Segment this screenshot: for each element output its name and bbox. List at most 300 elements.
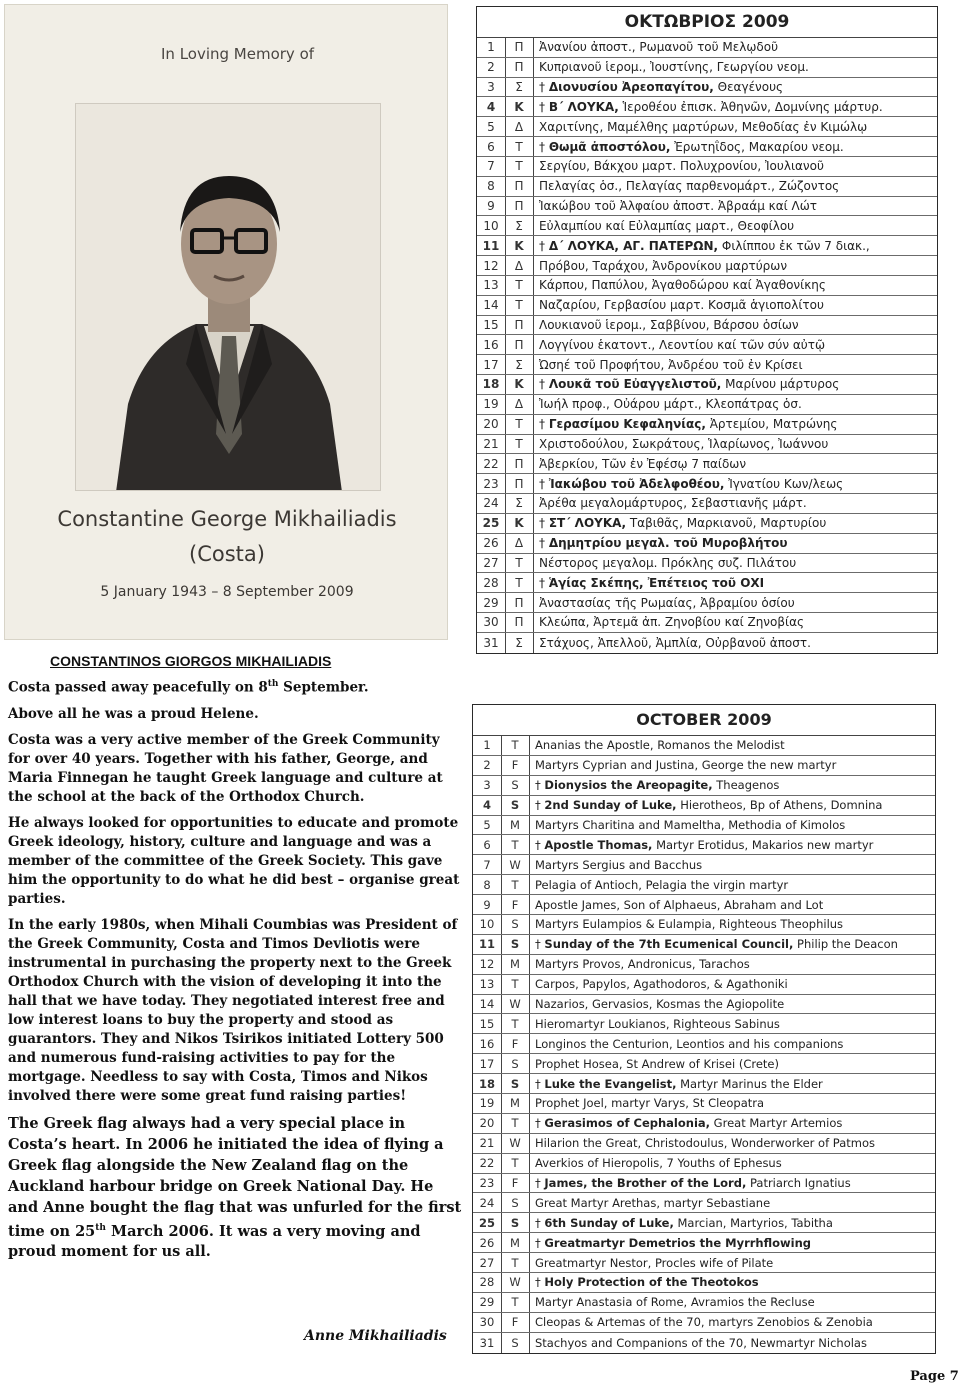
card-heading: In Loving Memory of (161, 45, 315, 63)
weekday-letter: T (511, 1255, 519, 1270)
weekday-letter: W (509, 1275, 521, 1290)
day-commemoration (533, 100, 937, 114)
calendar-day-row (473, 915, 935, 935)
day-number: 16 (479, 1036, 495, 1051)
day-commemoration (529, 1216, 935, 1230)
day-number: 17 (483, 357, 499, 372)
weekday-letter: W (509, 1136, 521, 1151)
feast-name: Ἰακώβου τοῦ Ἀδελφοθέου, (548, 476, 725, 491)
day-commemoration (533, 318, 937, 332)
weekday-letter: Δ (514, 258, 524, 273)
weekday-letter: S (511, 917, 519, 932)
weekday-letter: Τ (515, 278, 523, 293)
day-number: 7 (483, 857, 491, 872)
day-number: 25 (478, 1215, 495, 1230)
weekday-letter: Τ (515, 417, 523, 432)
day-commemoration (533, 477, 937, 491)
calendar-day-row (477, 117, 937, 137)
day-commemoration (529, 997, 935, 1011)
feast-name: Ἁγίας Σκέπης, Ἐπέτειος τοῦ ΟΧΙ (548, 575, 765, 590)
feast-cross: † (539, 139, 549, 154)
day-number: 9 (487, 199, 495, 214)
weekday-letter: S (510, 798, 520, 813)
day-commemoration (529, 1336, 935, 1350)
day-number: 30 (483, 615, 499, 630)
calendar-day-row (477, 216, 937, 236)
saints-list: Theagenos (712, 778, 780, 793)
calendar-day-row (477, 197, 937, 217)
day-number: 20 (483, 417, 499, 432)
calendar-day-row (477, 593, 937, 613)
calendar-day-row (473, 1193, 935, 1213)
saints-list: Ταβιθᾶς, Μαρκιανοῦ, Μαρτυρίου (626, 516, 827, 531)
calendar-day-row (477, 296, 937, 316)
saints-list: Μαρίνου μάρτυρος (721, 377, 840, 392)
weekday-letter: Π (514, 615, 524, 630)
article-paragraph: He always looked for opportunities to educate and promote Greek ideology, history, culture and language and was a member of the committee of the Greek Society. This gave him the opportunity to do what he did best – organise great parties. (8, 814, 460, 907)
day-commemoration (529, 1176, 935, 1190)
day-commemoration (529, 1256, 935, 1270)
day-number: 16 (483, 337, 499, 352)
saints-list: Ναζαρίου, Γερβασίου μαρτ. Κοσμᾶ ἁγιοπολίτου (539, 298, 824, 313)
day-number: 18 (478, 1076, 495, 1091)
day-commemoration (533, 140, 937, 154)
saints-list: Greatmartyr Nestor, Procles wife of Pilate (535, 1255, 774, 1270)
weekday-letter: T (511, 738, 519, 753)
weekday-letter: Κ (514, 377, 524, 392)
weekday-letter: Σ (515, 218, 523, 233)
day-number: 1 (487, 40, 495, 55)
saints-list: Σεργίου, Βάκχου μαρτ. Πολυχρονίου, Ἰουλιανοῦ (539, 159, 824, 174)
saints-list: Ἀρέθα μεγαλομάρτυρος, Σεβαστιανῆς μάρτ. (539, 496, 807, 511)
saints-list: Martyr Marinus the Elder (676, 1076, 823, 1091)
saints-list: Carpos, Papylos, Agathodoros, & Agathoniki (535, 977, 788, 992)
feast-cross: † (535, 1235, 545, 1250)
day-number: 26 (479, 1235, 495, 1250)
feast-cross: † (535, 837, 545, 852)
day-commemoration (529, 838, 935, 852)
saints-list: Κυπριανοῦ ἱερομ., Ἰουστίνης, Γεωργίου νεομ. (539, 60, 809, 75)
saints-list: Εὐλαμπίου καί Εὐλαμπίας μαρτ., Θεοφίλου (539, 218, 795, 233)
calendar-day-row (473, 1154, 935, 1174)
day-commemoration (529, 977, 935, 991)
calendar-day-row (477, 474, 937, 494)
day-commemoration (533, 636, 937, 650)
day-number: 15 (479, 1016, 495, 1031)
weekday-letter: S (510, 1215, 520, 1230)
calendar-day-row (473, 855, 935, 875)
saints-list: Nazarios, Gervasios, Kosmas the Agiopolite (535, 997, 785, 1012)
saints-list: Χριστοδούλου, Σωκράτους, Ἱλαρίωνος, Ἰωάννου (539, 436, 829, 451)
article-paragraph: Costa was a very active member of the Greek Community for over 40 years. Together with his father, George, and Maria Finnegan he taught Greek language and culture at the school at the back of the Orthodox Church. (8, 731, 443, 805)
feast-name: Γερασίμου Κεφαληνίας, (548, 417, 706, 432)
day-number: 28 (479, 1275, 495, 1290)
feast-cross: † (535, 1275, 545, 1290)
saints-list: Κλεώπα, Ἀρτεμᾶ ἀπ. Ζηνοβίου καί Ζηνοβίας (539, 615, 805, 630)
day-commemoration (529, 1196, 935, 1210)
day-commemoration (529, 1057, 935, 1071)
feast-name: Apostle Thomas, (544, 837, 653, 852)
calendar-day-row (477, 157, 937, 177)
day-commemoration (533, 199, 937, 213)
feast-cross: † (535, 1076, 545, 1091)
saints-list: Ἱεροθέου ἐπισκ. Ἀθηνῶν, Δομνίνης μάρτυρ. (618, 99, 883, 114)
day-commemoration (533, 40, 937, 54)
calendar-day-row (477, 256, 937, 276)
day-commemoration (533, 496, 937, 510)
day-commemoration (529, 957, 935, 971)
weekday-letter: Π (514, 318, 524, 332)
calendar-day-row (473, 1054, 935, 1074)
day-commemoration (529, 1116, 935, 1130)
day-number: 13 (483, 278, 499, 293)
weekday-letter: M (510, 818, 520, 832)
calendar-day-row (477, 137, 937, 157)
feast-cross: † (539, 476, 549, 491)
calendar-day-row (477, 375, 937, 395)
day-number: 22 (483, 456, 499, 471)
day-number: 11 (478, 937, 495, 952)
saints-list: Philip the Deacon (793, 937, 898, 952)
day-number: 4 (482, 798, 491, 813)
weekday-letter: Π (514, 40, 524, 55)
weekday-letter: T (511, 1016, 519, 1031)
calendar-day-row (473, 796, 935, 816)
calendar-day-row (477, 534, 937, 554)
weekday-letter: T (511, 1295, 519, 1310)
calendar-day-row (473, 1114, 935, 1134)
feast-name: 6th Sunday of Luke, (544, 1215, 674, 1230)
weekday-letter: M (510, 1235, 520, 1250)
day-number: 23 (479, 1176, 495, 1191)
day-number: 23 (483, 476, 499, 491)
weekday-letter: S (511, 1335, 519, 1350)
feast-cross: † (535, 778, 545, 793)
saints-list: Ἰωήλ προφ., Οὐάρου μάρτ., Κλεοπάτρας ὁσ. (539, 397, 802, 412)
feast-name: Β΄ ΛΟΥΚΑ, (548, 99, 619, 114)
calendar-day-row (473, 895, 935, 915)
weekday-letter: Π (514, 456, 524, 471)
calendar-day-row (473, 736, 935, 756)
day-commemoration (529, 798, 935, 812)
feast-cross: † (539, 536, 549, 551)
day-number: 3 (483, 778, 491, 793)
weekday-letter: Σ (515, 496, 523, 511)
calendar-day-row (473, 1213, 935, 1233)
weekday-letter: F (511, 897, 519, 912)
day-commemoration (529, 917, 935, 931)
day-number: 10 (479, 917, 495, 932)
saints-list: Κάρπου, Παπύλου, Ἀγαθοδώρου καί Ἀγαθονίκης (539, 278, 826, 293)
day-number: 22 (479, 1156, 495, 1171)
weekday-letter: T (511, 837, 519, 852)
calendar-day-row (477, 177, 937, 197)
feast-cross: † (539, 417, 549, 432)
calendar-rows (477, 37, 937, 653)
saints-list: Great Martyr Artemios (710, 1116, 843, 1131)
day-commemoration (533, 556, 937, 570)
day-commemoration (529, 738, 935, 752)
calendar-day-row (477, 633, 937, 653)
calendar-title: ΟΚΤΩΒΡΙΟΣ 2009 (624, 12, 790, 32)
card-dates: 5 January 1943 – 8 September 2009 (100, 584, 354, 600)
calendar-day-row (477, 454, 937, 474)
weekday-letter: Π (514, 60, 524, 75)
article-paragraph: Costa passed away peacefully on 8th September. (8, 679, 369, 696)
day-number: 3 (487, 80, 495, 95)
day-number: 2 (487, 60, 495, 75)
weekday-letter: Κ (514, 238, 524, 253)
weekday-letter: Τ (515, 159, 523, 174)
weekday-letter: Δ (514, 536, 524, 551)
page-number: Page 7 (910, 1369, 959, 1384)
calendar-day-row (473, 1074, 935, 1094)
saints-list: Ἐρωτηΐδος, Μακαρίου νεομ. (670, 139, 844, 154)
saints-list: Martyrs Sergius and Bacchus (535, 857, 703, 872)
saints-list: Ἀνανίου ἀποστ., Ρωμανοῦ τοῦ Μελῳδοῦ (539, 40, 779, 55)
day-number: 27 (479, 1255, 495, 1270)
weekday-letter: Σ (515, 635, 523, 650)
weekday-letter: W (509, 997, 521, 1012)
day-number: 25 (482, 516, 500, 531)
day-number: 12 (483, 258, 499, 273)
portrait-photo (75, 103, 381, 491)
calendar-day-row (473, 776, 935, 796)
day-number: 27 (483, 555, 499, 570)
saints-list: Martyrs Charitina and Mameltha, Methodia of Kimolos (535, 818, 846, 832)
weekday-letter: Π (514, 179, 524, 194)
day-commemoration (533, 219, 937, 233)
calendar-day-row (477, 514, 937, 534)
calendar-day-row (473, 935, 935, 955)
day-number: 19 (479, 1096, 495, 1111)
day-number: 13 (479, 977, 495, 992)
calendar-day-row (477, 236, 937, 256)
calendar-day-row (477, 58, 937, 78)
day-number: 29 (479, 1295, 495, 1310)
weekday-letter: T (511, 877, 519, 892)
day-commemoration (529, 1156, 935, 1170)
article-paragraph: Above all he was a proud Helene. (8, 705, 259, 722)
day-number: 5 (483, 818, 491, 832)
day-commemoration (529, 878, 935, 892)
feast-cross: † (535, 1116, 545, 1131)
weekday-letter: Π (514, 595, 524, 610)
saints-list: Hilarion the Great, Christodoulus, Wonderworker of Patmos (535, 1136, 875, 1151)
calendar-day-row (473, 1253, 935, 1273)
saints-list: Χαριτίνης, Μαμέλθης μαρτύρων, Μεθοδίας ἐν Κιμώλῳ (539, 119, 868, 134)
day-commemoration (529, 1315, 935, 1329)
weekday-letter: T (511, 1156, 519, 1171)
day-commemoration (533, 615, 937, 629)
calendar-day-row (473, 816, 935, 836)
saints-list: Στάχυος, Ἀπελλοῦ, Ἀμπλία, Οὐρβανοῦ ἀποστ. (539, 635, 811, 650)
feast-name: Διονυσίου Ἀρεοπαγίτου, (548, 80, 714, 95)
feast-name: Λουκᾶ τοῦ Εὐαγγελιστοῦ, (548, 377, 722, 392)
calendar-day-row (473, 975, 935, 995)
calendar-day-row (477, 335, 937, 355)
weekday-letter: S (511, 1056, 519, 1071)
feast-name: 2nd Sunday of Luke, (544, 798, 677, 813)
saints-list: Θεαγένους (713, 80, 784, 95)
feast-name: Δ΄ ΛΟΥΚΑ, ΑΓ. ΠΑΤΕΡΩΝ, (548, 238, 719, 253)
saints-list: Stachyos and Companions of the 70, Newmartyr Nicholas (535, 1335, 867, 1350)
weekday-letter: S (510, 937, 520, 952)
feast-name: Θωμᾶ ἀποστόλου, (548, 139, 671, 154)
feast-cross: † (539, 80, 549, 95)
saints-list: Patriarch Ignatius (746, 1176, 851, 1191)
day-number: 4 (486, 99, 496, 114)
day-commemoration (529, 858, 935, 872)
article-paragraph: In the early 1980s, when Mihali Coumbias was President of the Greek Community, Costa and Timos Devliotis were instrumental in purchasing the property next to the Greek Orthodox Church with the vision of developing it into the hall that we have today. They negotiated interest free and low interest loans to buy the property and stood as guarantors. They and Nikos Tsirikos initiated Lottery 500 and numerous fund-raising activities to pay for the mortgage. Needless to say with Costa, Timos and Nikos involved there were some great fund raising parties! (8, 916, 458, 1104)
saints-list: Martyr Erotidus, Makarios new martyr (652, 837, 874, 852)
weekday-letter: M (510, 957, 520, 972)
feast-cross: † (539, 99, 549, 114)
day-number: 21 (479, 1136, 495, 1151)
saints-list: Prophet Joel, martyr Varys, St Cleopatra (535, 1096, 765, 1111)
day-commemoration (533, 120, 937, 134)
calendar-day-row (477, 613, 937, 633)
feast-name: Greatmartyr Demetrios the Myrrhflowing (544, 1235, 812, 1250)
calendar-day-row (477, 494, 937, 514)
day-commemoration (529, 1295, 935, 1309)
feast-cross: † (539, 516, 549, 531)
day-number: 6 (483, 837, 491, 852)
feast-name: Holy Protection of the Theotokos (544, 1275, 759, 1290)
day-number: 19 (483, 397, 499, 412)
saints-list: Prophet Hosea, St Andrew of Krisei (Crete) (535, 1056, 779, 1071)
weekday-letter: Τ (515, 436, 523, 451)
saints-list: Ananias the Apostle, Romanos the Melodist (535, 738, 785, 753)
saints-list: Ἰγνατίου Κων/λεως (724, 476, 844, 491)
calendar-day-row (473, 1313, 935, 1333)
calendar-day-row (477, 554, 937, 574)
calendar-day-row (473, 1094, 935, 1114)
feast-cross: † (535, 798, 545, 813)
saints-list: Ἀναστασίας τῆς Ρωμαίας, Ἀβραμίου ὁσίου (539, 595, 795, 610)
calendar-day-row (473, 995, 935, 1015)
calendar-day-row (473, 1014, 935, 1034)
calendar-day-row (477, 435, 937, 455)
calendar-day-row (473, 1273, 935, 1293)
saints-list: Λογγίνου ἑκατοντ., Λεοντίου καί τῶν σύν αὐτῷ (539, 337, 825, 352)
saints-list: Martyrs Eulampios & Eulampia, Righteous Theophilus (535, 917, 844, 932)
day-number: 8 (483, 877, 491, 892)
day-commemoration (533, 338, 937, 352)
article-signature: Anne Mikhailiadis (304, 1328, 447, 1344)
saints-list: Πρόβου, Ταράχου, Ἀνδρονίκου μαρτύρων (539, 258, 788, 273)
saints-list: Ἰακώβου τοῦ Ἀλφαίου ἀποστ. Ἀβραάμ καί Λώτ (539, 199, 817, 214)
weekday-letter: S (510, 1076, 520, 1091)
day-number: 7 (487, 159, 495, 174)
feast-cross: † (535, 937, 545, 952)
weekday-letter: Κ (514, 516, 524, 531)
day-commemoration (533, 179, 937, 193)
calendar-day-row (473, 1034, 935, 1054)
weekday-letter: Κ (514, 99, 524, 114)
day-commemoration (533, 259, 937, 273)
day-number: 24 (479, 1195, 495, 1210)
memorial-card (4, 4, 448, 640)
day-commemoration (533, 536, 937, 550)
weekday-letter: Π (514, 476, 524, 491)
calendar-day-row (477, 78, 937, 98)
saints-list: Martyr Anastasia of Rome, Avramios the Recluse (535, 1295, 815, 1310)
day-commemoration (529, 1136, 935, 1150)
day-commemoration (529, 937, 935, 951)
card-name: Constantine George Mikhailiadis (57, 507, 397, 531)
day-commemoration (529, 898, 935, 912)
day-commemoration (533, 60, 937, 74)
calendar-rows (473, 735, 935, 1353)
saints-list: Hierotheos, Bp of Athens, Domnina (676, 798, 883, 813)
saints-list: Hieromartyr Loukianos, Righteous Sabinus (535, 1016, 780, 1031)
weekday-letter: Τ (515, 139, 523, 154)
day-number: 20 (479, 1116, 495, 1131)
weekday-letter: F (511, 758, 519, 773)
weekday-letter: Τ (515, 298, 523, 313)
day-commemoration (533, 437, 937, 451)
calendar-day-row (473, 1134, 935, 1154)
saints-list: Great Martyr Arethas, martyr Sebastiane (535, 1195, 771, 1210)
saints-list: Martyrs Cyprian and Justina, George the new martyr (535, 758, 837, 773)
calendar-day-row (477, 276, 937, 296)
weekday-letter: T (511, 1116, 519, 1131)
weekday-letter: Τ (515, 555, 523, 570)
day-commemoration (529, 1017, 935, 1031)
feast-name: Luke the Evangelist, (544, 1076, 677, 1091)
calendar-day-row (473, 835, 935, 855)
day-number: 12 (479, 957, 495, 972)
day-commemoration (533, 377, 937, 391)
weekday-letter: Τ (515, 575, 523, 590)
calendar-day-row (473, 1233, 935, 1253)
day-commemoration (533, 576, 937, 590)
saints-list: Ἀβερκίου, Τῶν ἐν Ἐφέσῳ 7 παίδων (539, 456, 747, 471)
feast-name: Δημητρίου μεγαλ. τοῦ Μυροβλήτου (548, 536, 788, 551)
saints-list: Longinos the Centurion, Leontios and his companions (535, 1036, 844, 1051)
day-commemoration (529, 1096, 935, 1110)
feast-cross: † (535, 1176, 545, 1191)
day-number: 11 (482, 238, 500, 253)
weekday-letter: T (511, 977, 519, 992)
saints-list: Martyrs Provos, Andronicus, Tarachos (535, 957, 750, 972)
article-paragraph: The Greek flag always had a very special place in Costa’s heart. In 2006 he initiated the idea of flying a Greek flag alongside the New Zealand flag on the Auckland harbour bridge on Greek National Day. He and Anne bought the flag that was unfurled for the first time on 25th March 2006. It was a very moving and proud moment for us all. (8, 1114, 462, 1261)
feast-cross: † (539, 575, 549, 590)
weekday-letter: F (511, 1315, 519, 1330)
saints-list: Νέστορος μεγαλομ. Πρόκλης συζ. Πιλάτου (539, 555, 797, 570)
day-commemoration (533, 298, 937, 312)
day-number: 30 (479, 1315, 495, 1330)
weekday-letter: Δ (514, 119, 524, 134)
day-commemoration (529, 818, 935, 832)
day-number: 5 (487, 119, 495, 134)
day-commemoration (533, 358, 937, 372)
weekday-letter: Δ (514, 397, 524, 412)
calendar-day-row (477, 395, 937, 415)
weekday-letter: S (511, 778, 519, 793)
feast-cross: † (539, 238, 549, 253)
calendar-day-row (473, 1293, 935, 1313)
day-commemoration (529, 1275, 935, 1289)
day-number: 24 (483, 496, 499, 511)
feast-cross: † (535, 1215, 545, 1230)
feast-name: Gerasimos of Cephalonia, (544, 1116, 711, 1131)
day-number: 29 (483, 595, 499, 610)
day-number: 31 (483, 635, 499, 650)
feast-name: ΣΤ΄ ΛΟΥΚΑ, (548, 516, 627, 531)
weekday-letter: Π (514, 337, 524, 352)
